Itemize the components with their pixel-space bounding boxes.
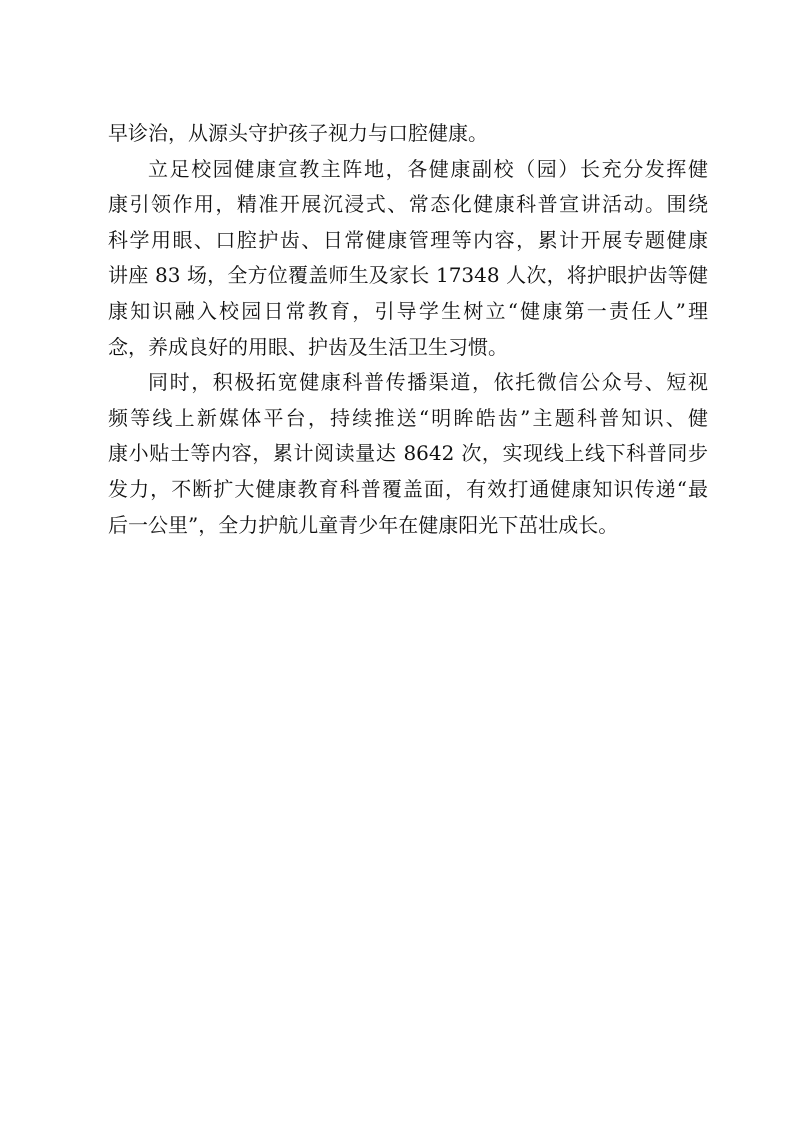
- paragraph-line: 康小贴士等内容，累计阅读量达 8642 次，实现线上线下科普同步: [108, 441, 708, 466]
- paragraph-3: [108, 365, 708, 543]
- paragraph-line: 康知识融入校园日常教育，引导学生树立“健康第一责任人”理: [108, 298, 708, 323]
- document-body: [108, 116, 708, 543]
- paragraph-line: 科学用眼、口腔护齿、日常健康管理等内容，累计开展专题健康: [108, 227, 708, 252]
- paragraph-line: 立足校园健康宣教主阵地，各健康副校（园）长充分发挥健: [148, 156, 708, 181]
- paragraph-line: 发力，不断扩大健康教育科普覆盖面，有效打通健康知识传递“最: [108, 476, 708, 501]
- paragraph-line: 讲座 83 场，全方位覆盖师生及家长 17348 人次，将护眼护齿等健: [108, 263, 708, 288]
- paragraph-line: 康引领作用，精准开展沉浸式、常态化健康科普宣讲活动。围绕: [108, 192, 708, 217]
- paragraph-line: 早诊治，从源头守护孩子视力与口腔健康。: [108, 121, 488, 145]
- paragraph-line: 念，养成良好的用眼、护齿及生活卫生习惯。: [108, 334, 508, 359]
- paragraph-line: 频等线上新媒体平台，持续推送“明眸皓齿”主题科普知识、健: [108, 405, 708, 430]
- paragraph-1: [108, 116, 708, 152]
- paragraph-line: 同时，积极拓宽健康科普传播渠道，依托微信公众号、短视: [148, 370, 708, 395]
- paragraph-2: [108, 152, 708, 366]
- paragraph-line: 后一公里”，全力护航儿童青少年在健康阳光下茁壮成长。: [108, 512, 619, 537]
